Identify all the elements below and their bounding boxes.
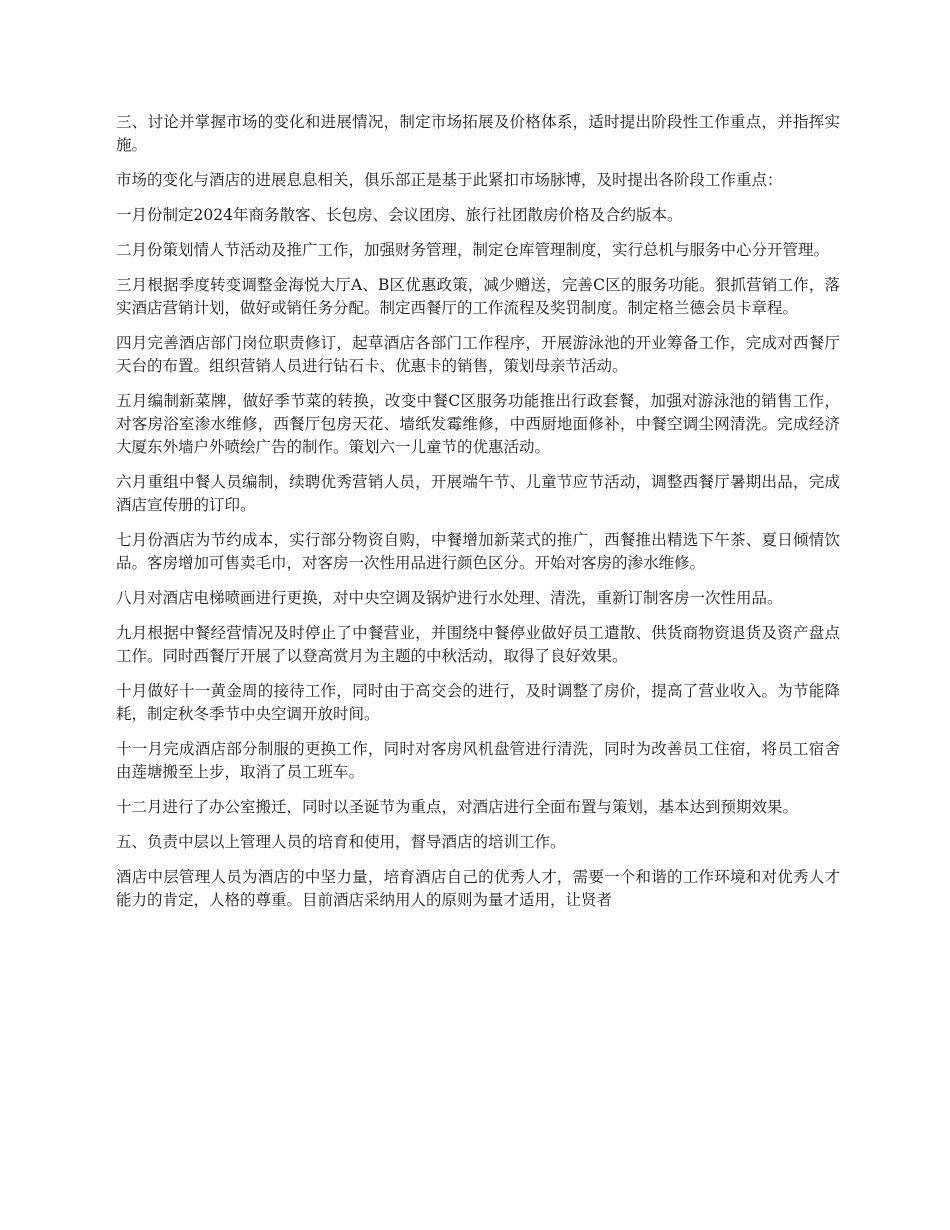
paragraph-february: 二月份策划情人节活动及推广工作，加强财务管理，制定仓库管理制度，实行总机与服务中心分开管理。 — [116, 241, 830, 259]
paragraph-may: 五月编制新菜牌，做好季节菜的转换，改变中餐C区服务功能推出行政套餐，加强对游泳池的销售工作，对客房浴室渗水维修，西餐厅包房天花、墙纸发霉维修，中西厨地面修补，中餐空调尘网清洗。完成经济大厦东外墙户外喷绘广告的制作。策划六一儿童节的优惠活动。 — [116, 392, 840, 456]
paragraph-august: 八月对酒店电梯喷画进行更换，对中央空调及锅炉进行水处理、清洗，重新订制客房一次性用品。 — [116, 589, 783, 607]
paragraph-july: 七月份酒店为节约成本，实行部分物资自购，中餐增加新菜式的推广，西餐推出精选下午茶、夏日倾情饮品。客房增加可售卖毛巾，对客房一次性用品进行颜色区分。开始对客房的渗水维修。 — [116, 531, 840, 572]
paragraph-section-five-heading: 五、负责中层以上管理人员的培育和使用，督导酒店的培训工作。 — [116, 833, 566, 851]
paragraph-january: 一月份制定2024年商务散客、长包房、会议团房、旅行社团散房价格及合约版本。 — [116, 206, 683, 224]
paragraph-april: 四月完善酒店部门岗位职责修订，起草酒店各部门工作程序，开展游泳池的开业筹备工作，完成对西餐厅天台的布置。组织营销人员进行钻石卡、优惠卡的销售，策划母亲节活动。 — [116, 334, 840, 375]
paragraph-november: 十一月完成酒店部分制服的更换工作，同时对客房风机盘管进行清洗，同时为改善员工住宿，将员工宿舍由莲塘搬至上步，取消了员工班车。 — [116, 740, 840, 781]
document-page — [116, 111, 840, 924]
paragraph-september: 九月根据中餐经营情况及时停止了中餐营业，并围绕中餐停业做好员工遣散、供货商物资退货及资产盘点工作。同时西餐厅开展了以登高赏月为主题的中秋活动，取得了良好效果。 — [116, 624, 840, 665]
paragraph-market-intro: 市场的变化与酒店的进展息息相关，俱乐部正是基于此紧扣市场脉博，及时提出各阶段工作重点： — [116, 171, 783, 189]
paragraph-section-three-heading: 三、讨论并掌握市场的变化和进展情况，制定市场拓展及价格体系，适时提出阶段性工作重点，并指挥实施。 — [116, 113, 840, 154]
paragraph-middle-management: 酒店中层管理人员为酒店的中坚力量，培育酒店自己的优秀人才，需要一个和谐的工作环境和对优秀人才能力的肯定，人格的尊重。目前酒店采纳用人的原则为量才适用，让贤者 — [116, 868, 840, 909]
paragraph-march: 三月根据季度转变调整金海悦大厅A、B区优惠政策，减少赠送，完善C区的服务功能。狠抓营销工作，落实酒店营销计划，做好或销任务分配。制定西餐厅的工作流程及奖罚制度。制定格兰德会员卡章程。 — [116, 276, 840, 317]
paragraph-october: 十月做好十一黄金周的接待工作，同时由于高交会的进行，及时调整了房价，提高了营业收入。为节能降耗，制定秋冬季节中央空调开放时间。 — [116, 682, 840, 723]
paragraph-december: 十二月进行了办公室搬迁，同时以圣诞节为重点，对酒店进行全面布置与策划，基本达到预期效果。 — [116, 798, 799, 816]
paragraph-june: 六月重组中餐人员编制，续聘优秀营销人员，开展端午节、儿童节应节活动，调整西餐厅暑期出品，完成酒店宣传册的订印。 — [116, 473, 840, 514]
